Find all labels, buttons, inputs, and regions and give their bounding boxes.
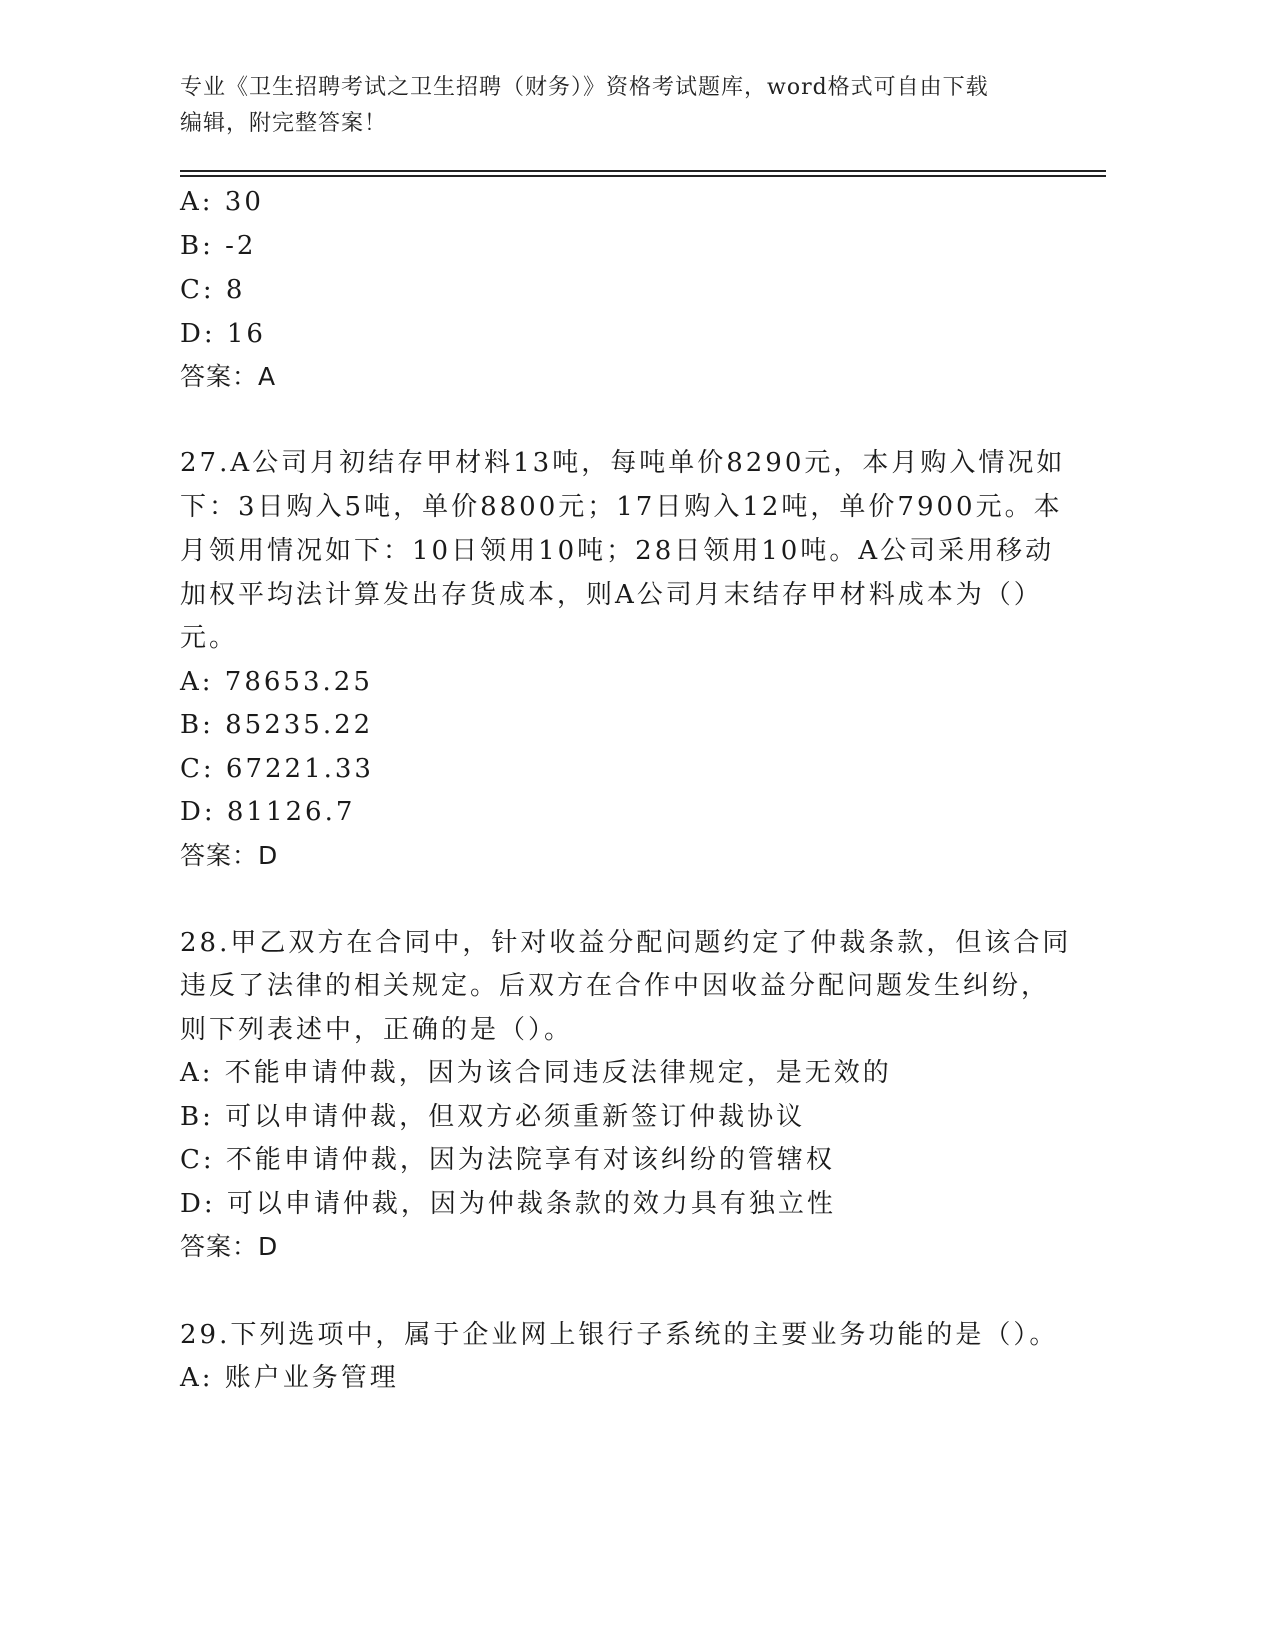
q26-option-b: B: -2: [180, 231, 257, 261]
q29-option-a: A: 账户业务管理: [180, 1363, 399, 1393]
q27-stem-line-3: 月领用情况如下：10日领用10吨；28日领用10吨。A公司采用移动: [180, 536, 1055, 566]
q27-stem-line-1: 27.A公司月初结存甲材料13吨，每吨单价8290元，本月购入情况如: [180, 448, 1066, 478]
q27-stem-line-4: 加权平均法计算发出存货成本，则A公司月末结存甲材料成本为（）: [180, 580, 1043, 610]
q27-stem-line-2: 下：3日购入5吨，单价8800元；17日购入12吨，单价7900元。本: [180, 492, 1063, 522]
header-divider-bottom: [180, 175, 1106, 177]
q27-option-a: A: 78653.25: [180, 667, 373, 697]
q27-option-b: B: 85235.22: [180, 710, 374, 740]
q26-option-c: C: 8: [180, 275, 246, 305]
q28-stem-line-1: 28.甲乙双方在合同中，针对收益分配问题约定了仲裁条款，但该合同: [180, 928, 1072, 958]
q29-stem-line-1: 29.下列选项中，属于企业网上银行子系统的主要业务功能的是（）。: [180, 1320, 1059, 1350]
header-line-1: 专业《卫生招聘考试之卫生招聘（财务）》资格考试题库，word格式可自由下载: [180, 75, 989, 100]
q27-option-c: C: 67221.33: [180, 754, 374, 784]
q28-option-b: B: 可以申请仲裁，但双方必须重新签订仲裁协议: [180, 1102, 806, 1132]
document-header: [180, 70, 1060, 142]
q28-answer: 答案：D: [180, 1232, 279, 1261]
q28-option-d: D: 可以申请仲裁，因为仲裁条款的效力具有独立性: [180, 1189, 836, 1219]
q26-option-a: A: 30: [180, 187, 264, 217]
q26-answer: 答案：A: [180, 362, 277, 391]
q27-answer: 答案：D: [180, 841, 279, 870]
q26-option-d: D: 16: [180, 319, 266, 349]
q28-option-c: C: 不能申请仲裁，因为法院享有对该纠纷的管辖权: [180, 1145, 835, 1175]
header-divider-top: [180, 170, 1106, 172]
q28-stem-line-3: 则下列表述中，正确的是（）。: [180, 1015, 574, 1045]
q27-option-d: D: 81126.7: [180, 797, 356, 827]
header-line-2: 编辑，附完整答案！: [180, 111, 388, 136]
q28-option-a: A: 不能申请仲裁，因为该合同违反法律规定，是无效的: [180, 1058, 892, 1088]
q27-stem-line-5: 元。: [180, 623, 239, 653]
q28-stem-line-2: 违反了法律的相关规定。后双方在合作中因收益分配问题发生纠纷，: [180, 971, 1051, 1001]
